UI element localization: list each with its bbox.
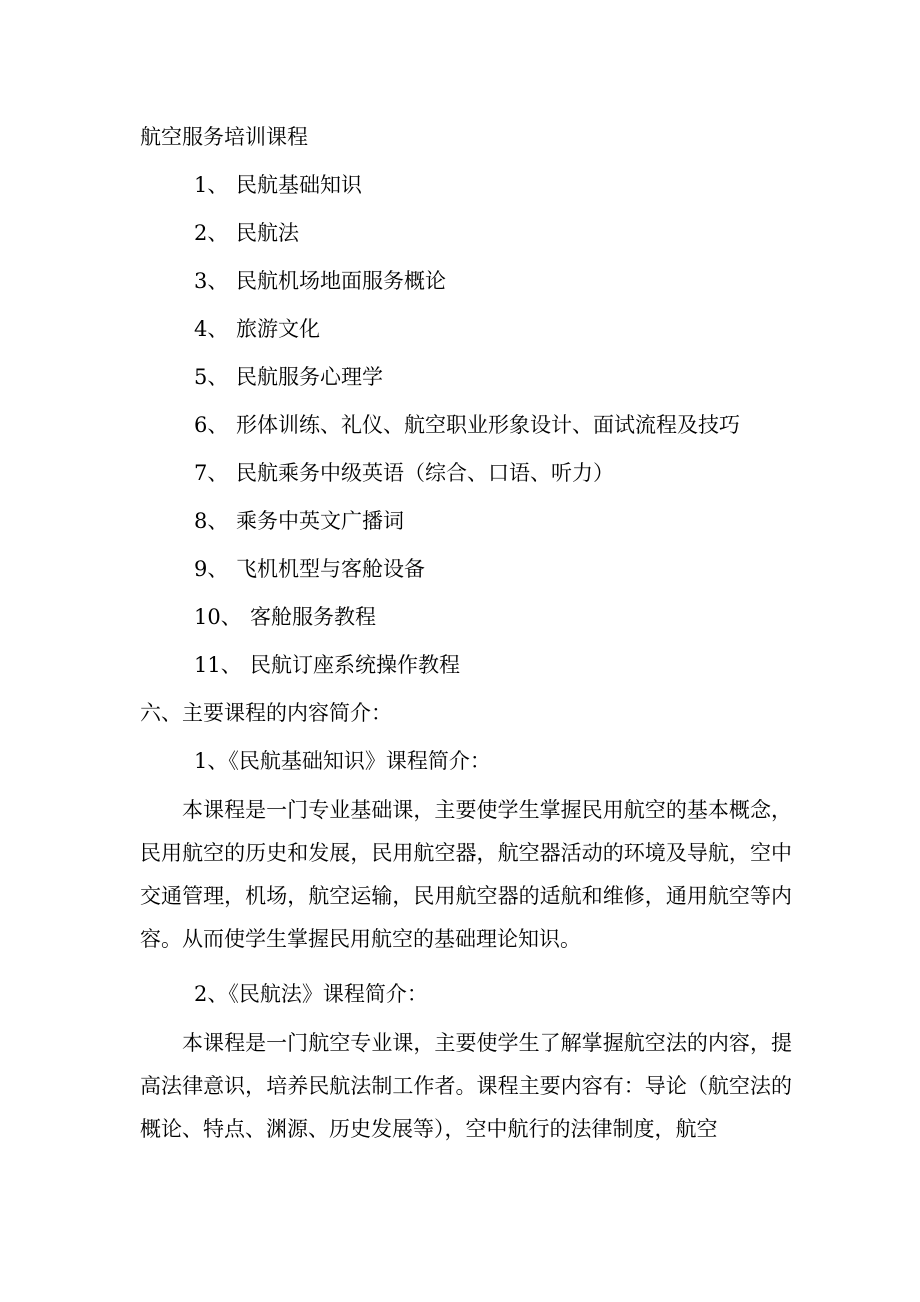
course-title: 乘务中英文广播词 xyxy=(236,509,404,533)
course-item xyxy=(194,604,376,630)
course-title: 民航基础知识 xyxy=(236,173,362,197)
course-item xyxy=(194,412,740,438)
course-number: 6、 xyxy=(194,413,229,437)
course-title: 飞机机型与客舱设备 xyxy=(236,557,425,581)
course-number: 2、 xyxy=(194,221,229,245)
course-item xyxy=(194,556,425,582)
course-title: 民航服务心理学 xyxy=(236,365,383,389)
course-intro-title: 2、《民航法》课程简介： xyxy=(194,982,428,1006)
course-number: 3、 xyxy=(194,269,229,293)
course-item xyxy=(194,220,299,246)
course-number: 11、 xyxy=(194,653,242,677)
course-title: 民航机场地面服务概论 xyxy=(236,269,446,293)
course-title: 民航法 xyxy=(236,221,299,245)
course-number: 10、 xyxy=(194,605,242,629)
course-title: 形体训练、礼仪、航空职业形象设计、面试流程及技巧 xyxy=(236,413,740,437)
course-item xyxy=(194,364,383,390)
course-intro-title: 1、《民航基础知识》课程简介： xyxy=(194,749,491,773)
course-number: 9、 xyxy=(194,557,229,581)
course-intro-paragraph: 本课程是一门航空专业课，主要使学生了解掌握航空法的内容，提高法律意识，培养民航法制工作者。课程主要内容有：导论（航空法的概论、特点、渊源、历史发展等），空中航行的法律制度，航空 xyxy=(140,1031,792,1141)
course-number: 5、 xyxy=(194,365,229,389)
course-number: 1、 xyxy=(194,173,229,197)
course-title: 民航订座系统操作教程 xyxy=(250,653,460,677)
course-item xyxy=(194,508,404,534)
course-item xyxy=(194,652,460,678)
course-title: 民航乘务中级英语（综合、口语、听力） xyxy=(236,461,614,485)
course-item xyxy=(194,172,362,198)
course-title: 旅游文化 xyxy=(236,317,320,341)
course-number: 4、 xyxy=(194,317,229,341)
course-item xyxy=(194,316,320,342)
course-intro-paragraph: 本课程是一门专业基础课，主要使学生掌握民用航空的基本概念，民用航空的历史和发展，民用航空器，航空器活动的环境及导航，空中交通管理，机场，航空运输，民用航空器的适航和维修，通用航空等内容。从而使学生掌握民用航空的基础理论知识。 xyxy=(140,798,792,951)
course-item xyxy=(194,460,614,486)
document-heading: 航空服务培训课程 xyxy=(140,125,308,149)
section-title: 六、主要课程的内容简介： xyxy=(140,701,392,725)
course-number: 7、 xyxy=(194,461,229,485)
course-title: 客舱服务教程 xyxy=(250,605,376,629)
course-number: 8、 xyxy=(194,509,229,533)
course-item xyxy=(194,268,446,294)
